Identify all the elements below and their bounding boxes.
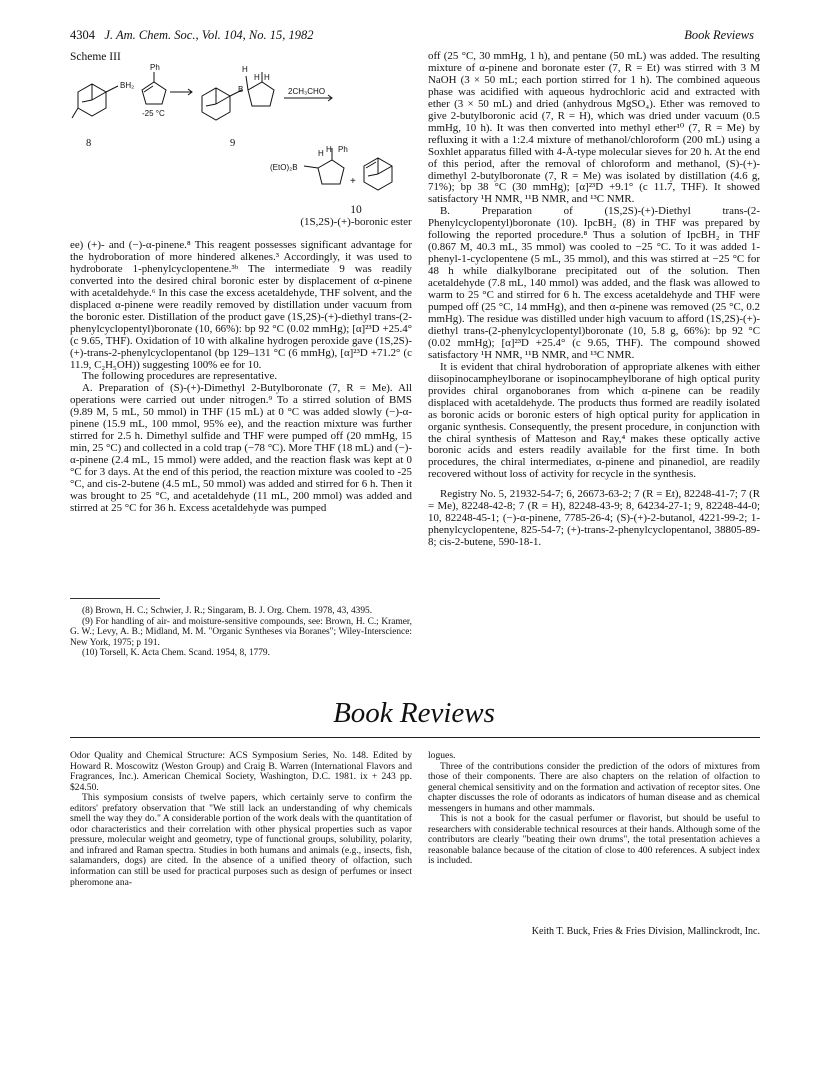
footnote: (10) Torsell, K. Acta Chem. Scand. 1954, 8, 1779. <box>82 648 270 658</box>
h-label-3: H <box>264 73 270 82</box>
paragraph: It is evident that chiral hydroboration of appropriate alkenes with either diisopinocampheylborane or isopinocampheylborane of high optical purity provides chiral organoboranes from which α-pinene can be readily displaced with acetaldehyde. The products thus formed are readily isolated as boronic acids or boronic esters of high optical purity for application in organic synthesis. Consequently, the present procedure, in conjunction with the chiral synthesis of Matteson and Ray,⁴ makes these optically active boronic acids and esters readily available for the first time. In both procedures, the chiral intermediates, α-pinene and pinanediol, are readily recovered without loss of activity for recycle in the synthesis. <box>428 360 760 481</box>
footnote: (9) For handling of air- and moisture-sensitive compounds, see: Brown, H. C.; Kramer, G. W.; Levy, A. B.; Midland, M. M. "Organic Syntheses via Boranes"; Wiley-Interscience: New York, 1975; p 191. <box>70 616 412 648</box>
review-right-column <box>428 751 760 867</box>
h-label-4: H <box>318 149 324 158</box>
running-header-section: Book Reviews <box>684 28 754 42</box>
ph-label-1: Ph <box>150 63 160 72</box>
compound-8-structure <box>72 84 118 118</box>
running-header-left <box>70 28 314 43</box>
review-left-column <box>70 751 412 888</box>
h-label-2: H <box>254 73 260 82</box>
paragraph: A. Preparation of (S)-(+)-Dimethyl 2-Butylboronate (7, R = Me). All operations were carried out under nitrogen.⁹ To a stirred solution of BMS (9.89 M, 5 mL, 50 mmol) in THF (15 mL) at 0 °C was added slowly (−)-α-pinene (15.9 mL, 100 mmol, 95% ee), and the reaction mixture was further stirred for 2.5 h. Dimethyl sulfide and THF were pumped off (20 mmHg, 15 min, 25 °C) and collected in a cold trap (−78 °C). More THF (18 mL) and (−)-α-pinene (2.4 mL, 15 mmol) were added, and the reaction flask was kept at 0 °C for 3 days. At the end of this period, the reaction mixture was cooled to -25 °C, and cis-2-butene (4.5 mL, 50 mmol) was added and stirred for 6 h. Then it was brought to 25 °C, and acetaldehyde (11 mL, 200 mmol) was added and stirred at 25 °C for 36 h. Excess acetaldehyde was pumped <box>70 382 412 514</box>
bh2-label: BH₂ <box>120 81 135 90</box>
paragraph: ee) (+)- and (−)-α-pinene.⁸ This reagent possesses significant advantage for the hydroboration of more hindered alkenes.³ Accordingly, it was used to hydroborate 1-phenylcyclopentene.³ᵇ The intermediate 9 was readily converted into the desired chiral boronic ester by displacement of α-pinene with acetaldehyde.⁶ In this case the excess acetaldehyde, THF solvent, and the displaced α-pinene were readily removed by distillation under vacuum from the boronic ester. Distillation of the product gave (1S,2S)-(+)-diethyl trans-(2-phenylcyclopentyl)boronate (10, 66%): bp 92 °C (0.02 mmHg); [α]²³D +25.4° (c 9.65, THF). Oxidation of 10 with alkaline hydrogen peroxide gave (1S,2S)-(+)-trans-2-phenylcyclopentanol (bp 129–131 °C (6 mmHg), [α]²³D +71.2° (c 11.9, C₂H₅OH)) suggesting 100% ee for 10. <box>70 239 412 371</box>
reagent-acetaldehyde: 2CH₃CHO <box>288 87 326 96</box>
scheme-label: Scheme III <box>70 51 121 63</box>
footnote: (8) Brown, H. C.; Schwier, J. R.; Singaram, B. J. Org. Chem. 1978, 43, 4395. <box>82 606 373 616</box>
h-label-1: H <box>242 65 248 74</box>
h-label-5: H <box>326 145 332 154</box>
compound-9-number: 9 <box>230 138 236 149</box>
paragraph: off (25 °C, 30 mmHg, 1 h), and pentane (50 mL) was added. The resulting mixture of α-pinene and boronate ester (7, R = Et) was stirred with 3 M NaOH (3 × 50 mL; each portion stirred for 1 h). The combined aqueous phase was acidified with aqueous hydrochloric acid and extracted with ether (3 × 50 mL) and dried (anhydrous MgSO₄). Ether was removed to give 2-butylboronic acid (7, R = H), which was dried under vacuum (0.5 mmHg, 10 h). It was then converted into methyl ether¹⁰ (7, R = Me) by refluxing it with a 1:2.4 mixture of methanol/chloroform (200 mL) using a Soxhlet apparatus filled with 4-Å-type molecular sieves for 20 h. At the end of this period, after the removal of chloroform and methanol, (S)-(+)-dimethyl 2-butylboronate (7, R = Me) was isolated by distillation (4.6 g, 71%); bp 38 °C (30 mmHg); [α]²³D +9.1° (c 11.7, THF). It showed satisfactory ¹H NMR, ¹¹B NMR, and ¹³C NMR. <box>428 50 760 206</box>
reaction-scheme <box>70 62 412 224</box>
reviewer-signature: Keith T. Buck, Fries & Fries Division, Mallinckrodt, Inc. <box>531 926 760 937</box>
paragraph: Three of the contributions consider the prediction of the odors of mixtures from those of their components. There are also chapters on the relation of olfaction to general chemical sensitivity and on the formation and activation of receptor sites. One chapter discusses the role of odorants as indicators of human disease and as chemical messengers in humans and other mammals. <box>428 760 760 814</box>
section-rule <box>70 737 760 738</box>
reagent-temperature: -25 °C <box>142 109 165 118</box>
paragraph: This symposium consists of twelve papers, which certainly serve to confirm the editors' prefatory observation that "We still lack an understanding of why chemicals smell the way they do." A considerable portion of the work deals with the quantitation of odor characteristics and their correlation with other physical properties such as vapor pressure, molecular weight and geometry, type of functional groups, solubility, polarity, and infrared and Raman spectra. Studies in both humans and animals (e.g., insects, fish, salamanders, dogs) are cited. In the absence of a unified theory of olfaction, such information can still be used for practical purposes such as design of perfumes or insect pheromone ana- <box>70 792 412 888</box>
book-reviews-title: Book Reviews <box>333 697 495 729</box>
paragraph: logues. <box>428 750 456 761</box>
footnotes <box>70 606 412 659</box>
phenylcyclopentene-structure <box>142 72 166 104</box>
journal-citation: J. Am. Chem. Soc., Vol. 104, No. 15, 1982 <box>104 28 314 42</box>
plus-sign: + <box>350 176 356 187</box>
page-number: 4304 <box>70 28 95 42</box>
footnote-rule <box>70 598 160 599</box>
registry-numbers: Registry No. 5, 21932-54-7; 6, 26673-63-2; 7 (R = Et), 82248-41-7; 7 (R = Me), 82248-42-8; 7 (R = H), 82248-43-9; 8, 64234-27-1; 9, 82248-44-0; 10, 82248-45-1; (−)-α-pinene, 7785-26-4; (S)-(+)-2-butanol, 4221-99-2; 1-phenylcyclopentene, 825-54-7; (+)-trans-2-phenylcyclopentanol, 38805-89-8; cis-2-butene, 590-18-1. <box>428 488 760 549</box>
left-column-text <box>70 240 412 515</box>
paragraph: B. Preparation of (1S,2S)-(+)-Diethyl trans-(2-Phenylcyclopentyl)boronate (10). IpcBH₂ (8) in THF was prepared by following the reported procedure.⁸ Thus a solution of IpcBH₂ in THF (0.867 M, 40.3 mL, 35 mmol) was cooled to −25 °C. To it was added 1-phenyl-1-cyclopentene (5 mL, 35 mmol), and this was stirred at −25 °C for 48 h while dialkylborane precipitated out of the solution. Then acetaldehyde (7.8 mL, 140 mmol) was added, and the flask was allowed to warm to 25 °C and stirred for 6 h. The excess acetaldehyde and THF were pumped off (25 °C, 14 mmHg), and then α-pinene was removed (25 °C, 0.2 mmHg). The residue was distilled under high vacuum to afford (1S,2S)-(+)-diethyl trans-(2-phenylcyclopentyl)boronate (10, 5.8 g, 66%): bp 92 °C (0.02 mmHg); [α]²³D +25.4° (c 9.65, THF). The compound showed satisfactory ¹H NMR, ¹¹B NMR, and ¹³C NMR. <box>428 205 760 361</box>
compound-8-number: 8 <box>86 138 92 149</box>
right-column-text <box>428 51 760 549</box>
boron-label: B <box>238 85 244 94</box>
alpha-pinene-structure <box>364 158 392 190</box>
ph-label-2: Ph <box>338 145 348 154</box>
eto2b-label: (EtO)₂B <box>270 163 298 172</box>
compound-10-number: 10 <box>350 204 362 216</box>
compound-10-caption <box>300 204 412 228</box>
review-citation: Odor Quality and Chemical Structure: ACS Symposium Series, No. 148. Edited by Howard R. Moscowitz (Weston Group) and Craig B. Warren (International Flavors and Fragrances, Inc.). American Chemical Society, Washington, D.C. 1981. ix + 243 pp. $24.50. <box>70 750 412 793</box>
paragraph: This is not a book for the casual perfumer or flavorist, but should be useful to researchers with considerable technical resources at their hands. Although some of the contributors are clearly "beating their own drums", the total presentation achieves a reasonable balance because of the citation of close to 400 references. A subject index is included. <box>428 813 760 867</box>
compound-10-label: (1S,2S)-(+)-boronic ester <box>300 216 412 228</box>
paragraph: The following procedures are representative. <box>82 370 278 383</box>
